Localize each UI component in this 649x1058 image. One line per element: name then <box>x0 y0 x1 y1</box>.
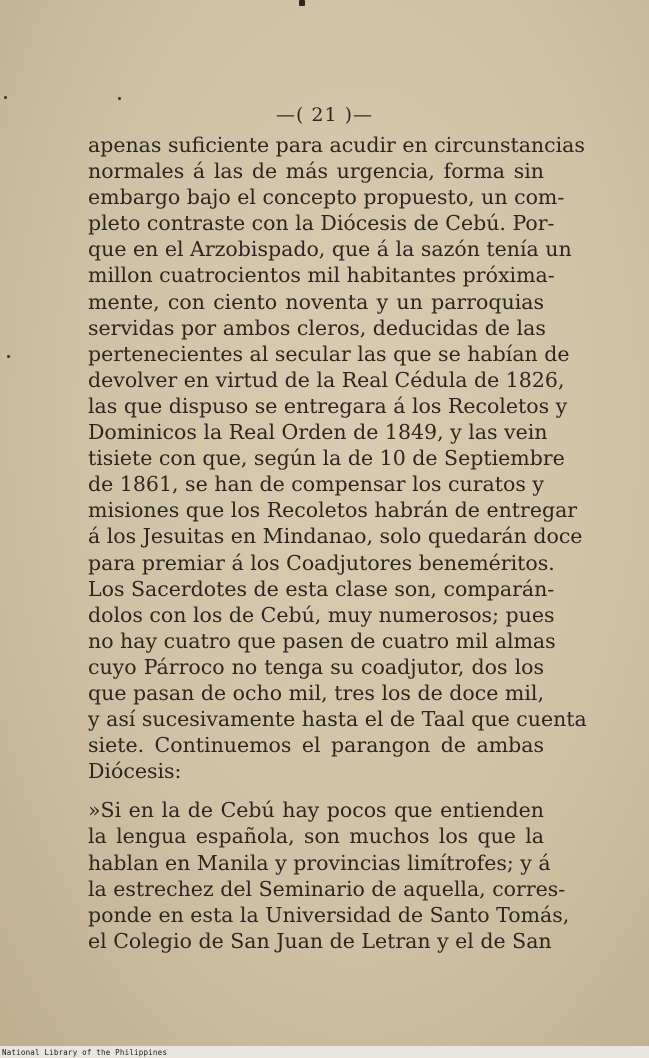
text-line: á los Jesuitas en Mindanao, solo quedarán doce <box>88 524 583 549</box>
text-line: normales á las de más urgencia, forma sin <box>88 159 544 184</box>
text-line: la estrechez del Seminario de aquella, corres- <box>88 876 566 901</box>
body-text <box>88 132 587 954</box>
text-line: y así sucesivamente hasta el de Taal que cuenta <box>88 707 587 732</box>
text-line: hablan en Manila y provincias limítrofes; y á <box>88 850 551 875</box>
text-line: de 1861, se han de compensar los curatos y <box>88 472 544 497</box>
text-line: Dominicos la Real Orden de 1849, y las vein <box>88 420 548 445</box>
ink-speck <box>7 355 10 358</box>
text-line: misiones que los Recoletos habrán de entregar <box>88 498 578 523</box>
text-line: apenas suficiente para acudir en circunstancias <box>88 133 585 157</box>
page-number: —( 21 )— <box>275 104 374 126</box>
paragraph-1 <box>88 132 587 784</box>
text-line: para premiar á los Coadjutores beneméritos. <box>88 550 555 575</box>
ink-speck <box>118 97 121 100</box>
text-line: mente, con ciento noventa y un parroquias <box>88 289 544 314</box>
footer-credit: National Library of the Philippines <box>2 1048 168 1057</box>
text-line: Diócesis: <box>88 759 182 784</box>
ink-speck <box>4 96 7 99</box>
text-line: cuyo Párroco no tenga su coadjutor, dos los <box>88 654 544 679</box>
text-line: ponde en esta la Universidad de Santo Tomás, <box>88 902 570 927</box>
text-line: el Colegio de San Juan de Letran y el de San <box>88 928 552 953</box>
text-line: »Si en la de Cebú hay pocos que entienden <box>88 798 544 823</box>
text-line: que pasan de ocho mil, tres los de doce mil, <box>88 680 544 705</box>
text-line: pertenecientes al secular las que se habían de <box>88 341 570 366</box>
text-line: tisiete con que, según la de 10 de Septiembre <box>88 446 565 471</box>
text-line: Los Sacerdotes de esta clase son, comparán- <box>88 576 555 601</box>
text-line: siete. Continuemos el parangon de ambas <box>88 733 544 758</box>
text-line: las que dispuso se entregara á los Recoletos y <box>88 393 568 418</box>
text-line: pleto contraste con la Diócesis de Cebú. Por- <box>88 211 555 236</box>
text-line: servidas por ambos cleros, deducidas de las <box>88 315 546 340</box>
text-line: embargo bajo el concepto propuesto, un com- <box>88 185 565 210</box>
paragraph-2 <box>88 797 570 954</box>
text-line: devolver en virtud de la Real Cédula de 1826, <box>88 367 565 392</box>
text-line: que en el Arzobispado, que á la sazón tenía un <box>88 237 572 262</box>
ink-mark <box>299 0 305 6</box>
text-line: la lengua española, son muchos los que la <box>88 824 544 849</box>
text-line: no hay cuatro que pasen de cuatro mil almas <box>88 628 556 653</box>
paragraph-gap <box>88 784 544 797</box>
text-line: millon cuatrocientos mil habitantes próxima- <box>88 263 555 288</box>
text-line: dolos con los de Cebú, muy numerosos; pues <box>88 602 555 627</box>
